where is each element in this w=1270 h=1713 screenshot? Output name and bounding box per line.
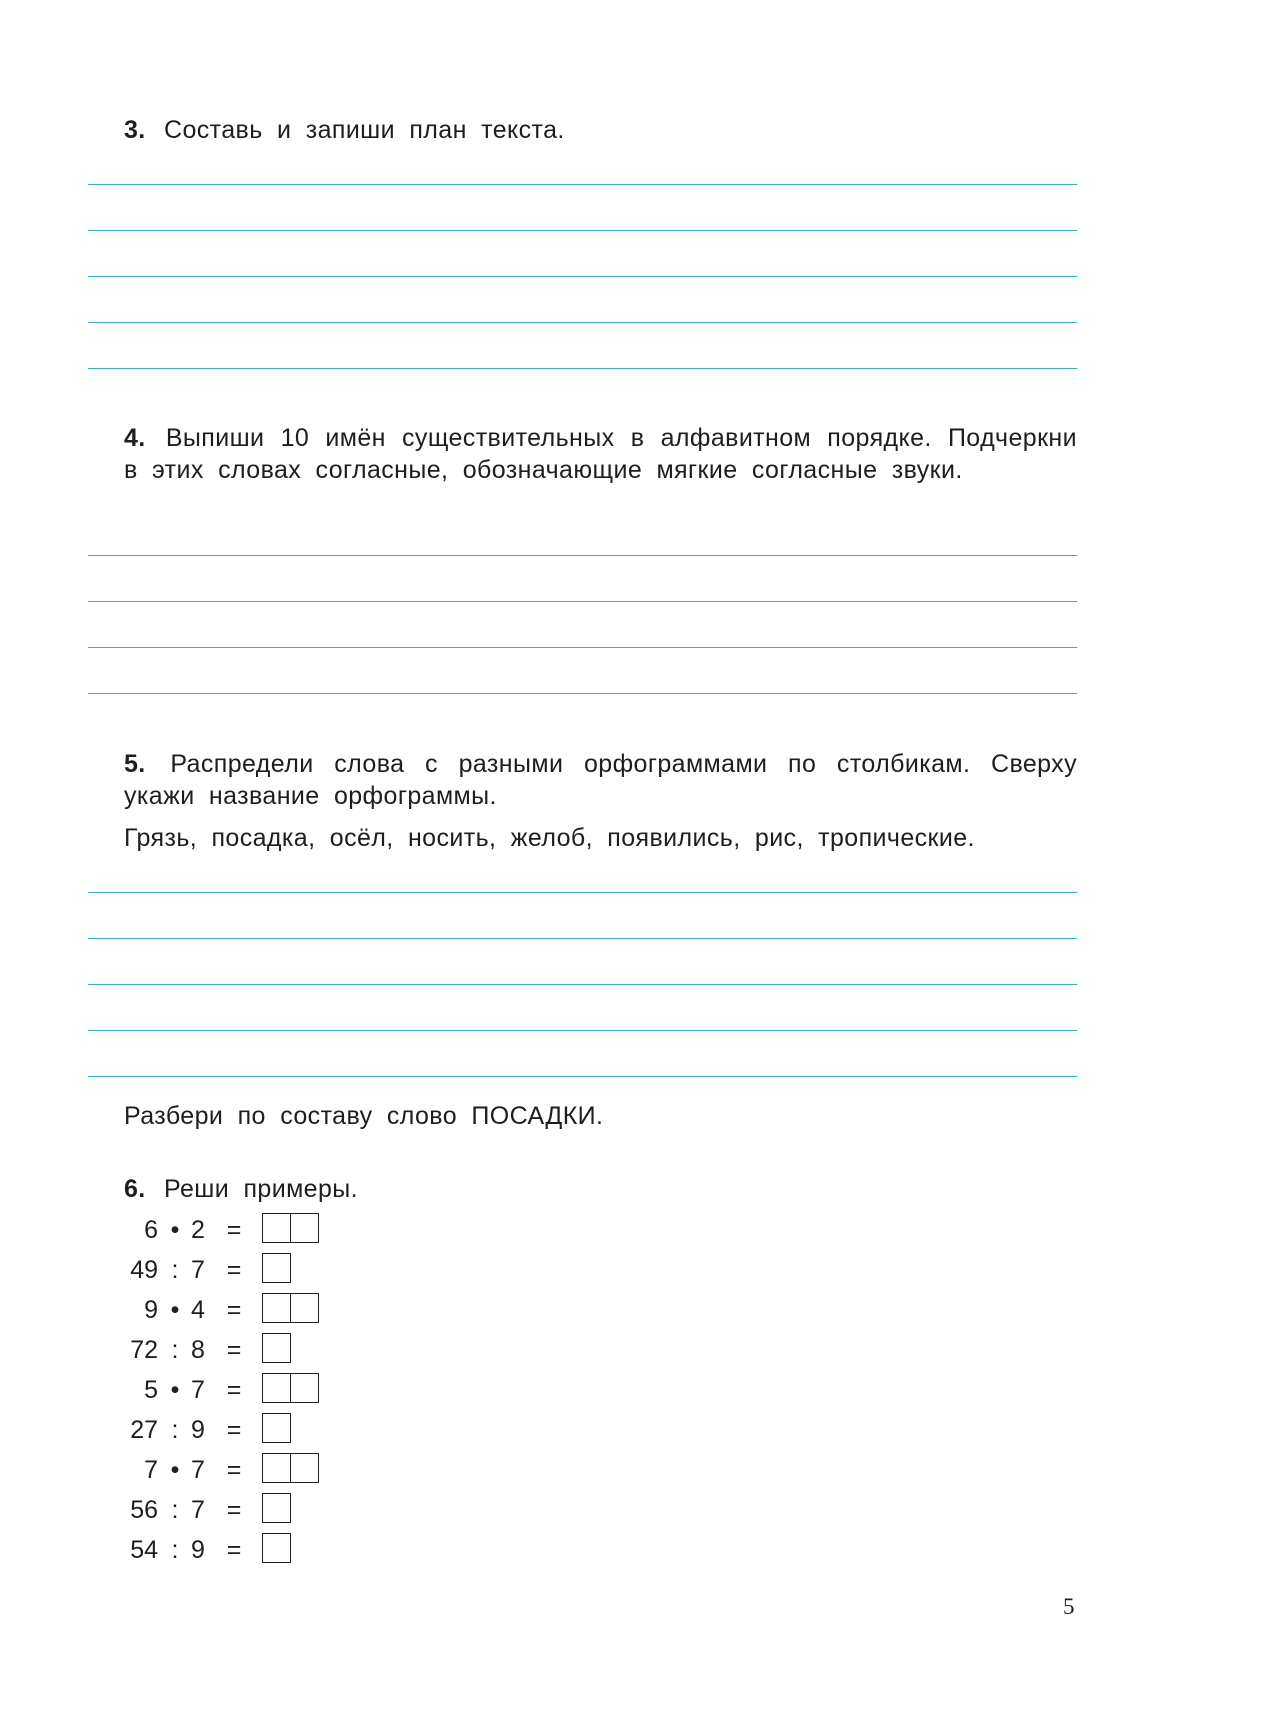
operand-b: 7 [191,1256,205,1284]
operand-b: 2 [191,1216,205,1244]
writing-line[interactable] [88,230,1077,231]
writing-line[interactable] [88,938,1077,939]
writing-line[interactable] [88,322,1077,323]
task-4-text: Выпиши 10 имён существительных в алфавитном порядке. Подчеркни в этих словах согласные, обозначающие мягкие согласные звуки. [124,424,1077,484]
operator: • [170,1376,180,1404]
answer-box[interactable] [262,1213,319,1243]
equals-sign: = [226,1256,242,1284]
writing-line[interactable] [88,555,1077,556]
operand-a: 54 [130,1536,158,1564]
operand-a: 5 [144,1376,158,1404]
answer-cell[interactable] [262,1533,291,1563]
task-6-number: 6. [124,1175,146,1203]
writing-line[interactable] [88,368,1077,369]
answer-cell[interactable] [262,1493,291,1523]
task-5-words: Грязь, посадка, осёл, носить, желоб, появились, рис, тропические. [124,824,975,852]
answer-cell[interactable] [262,1453,291,1483]
page-number: 5 [1063,1594,1075,1619]
equals-sign: = [226,1536,242,1564]
task-4-number: 4. [124,424,146,452]
answer-cell[interactable] [262,1373,291,1403]
answer-box[interactable] [262,1333,291,1363]
equals-sign: = [226,1296,242,1324]
answer-box[interactable] [262,1493,291,1523]
task-3-text: Составь и запиши план текста. [164,116,565,144]
answer-box[interactable] [262,1413,291,1443]
answer-box[interactable] [262,1453,319,1483]
operand-b: 8 [191,1336,205,1364]
equals-sign: = [226,1216,242,1244]
writing-line[interactable] [88,601,1077,602]
equals-sign: = [226,1376,242,1404]
writing-line[interactable] [88,647,1077,648]
operand-b: 9 [191,1536,205,1564]
writing-line[interactable] [88,1030,1077,1031]
parse-word-instruction: Разбери по составу слово ПОСАДКИ. [124,1102,604,1130]
task-4 [124,422,1077,486]
equals-sign: = [226,1496,242,1524]
task-6-text: Реши примеры. [164,1175,358,1203]
operand-b: 7 [191,1496,205,1524]
operator: • [170,1216,180,1244]
answer-cell[interactable] [291,1453,319,1483]
operand-a: 7 [144,1456,158,1484]
answer-cell[interactable] [291,1293,319,1323]
answer-box[interactable] [262,1293,319,1323]
operand-b: 4 [191,1296,205,1324]
equals-sign: = [226,1336,242,1364]
operand-a: 9 [144,1296,158,1324]
task-3-number: 3. [124,116,146,144]
answer-cell[interactable] [291,1373,319,1403]
operand-b: 7 [191,1456,205,1484]
operator: • [170,1296,180,1324]
answer-box[interactable] [262,1253,291,1283]
writing-line[interactable] [88,892,1077,893]
task-5 [124,748,1077,812]
operand-a: 56 [130,1496,158,1524]
operator: : [171,1536,179,1564]
operand-a: 6 [144,1216,158,1244]
operator: • [170,1456,180,1484]
operator: : [171,1416,179,1444]
writing-line[interactable] [88,693,1077,694]
answer-box[interactable] [262,1533,291,1563]
writing-line[interactable] [88,276,1077,277]
task-3 [124,114,1077,146]
writing-line[interactable] [88,984,1077,985]
answer-cell[interactable] [291,1213,319,1243]
operator: : [171,1336,179,1364]
operator: : [171,1256,179,1284]
answer-cell[interactable] [262,1213,291,1243]
answer-box[interactable] [262,1373,319,1403]
answer-cell[interactable] [262,1293,291,1323]
equals-sign: = [226,1416,242,1444]
operand-b: 7 [191,1376,205,1404]
writing-line[interactable] [88,1076,1077,1077]
answer-cell[interactable] [262,1253,291,1283]
operand-b: 9 [191,1416,205,1444]
task-5-number: 5. [124,750,146,778]
equals-sign: = [226,1456,242,1484]
operand-a: 72 [130,1336,158,1364]
operand-a: 49 [130,1256,158,1284]
answer-cell[interactable] [262,1333,291,1363]
answer-cell[interactable] [262,1413,291,1443]
task-6 [124,1173,1077,1205]
task-5-text: Распредели слова с разными орфограммами по столбикам. Сверху укажи название орфограммы. [124,750,1077,810]
operator: : [171,1496,179,1524]
operand-a: 27 [130,1416,158,1444]
writing-line[interactable] [88,184,1077,185]
